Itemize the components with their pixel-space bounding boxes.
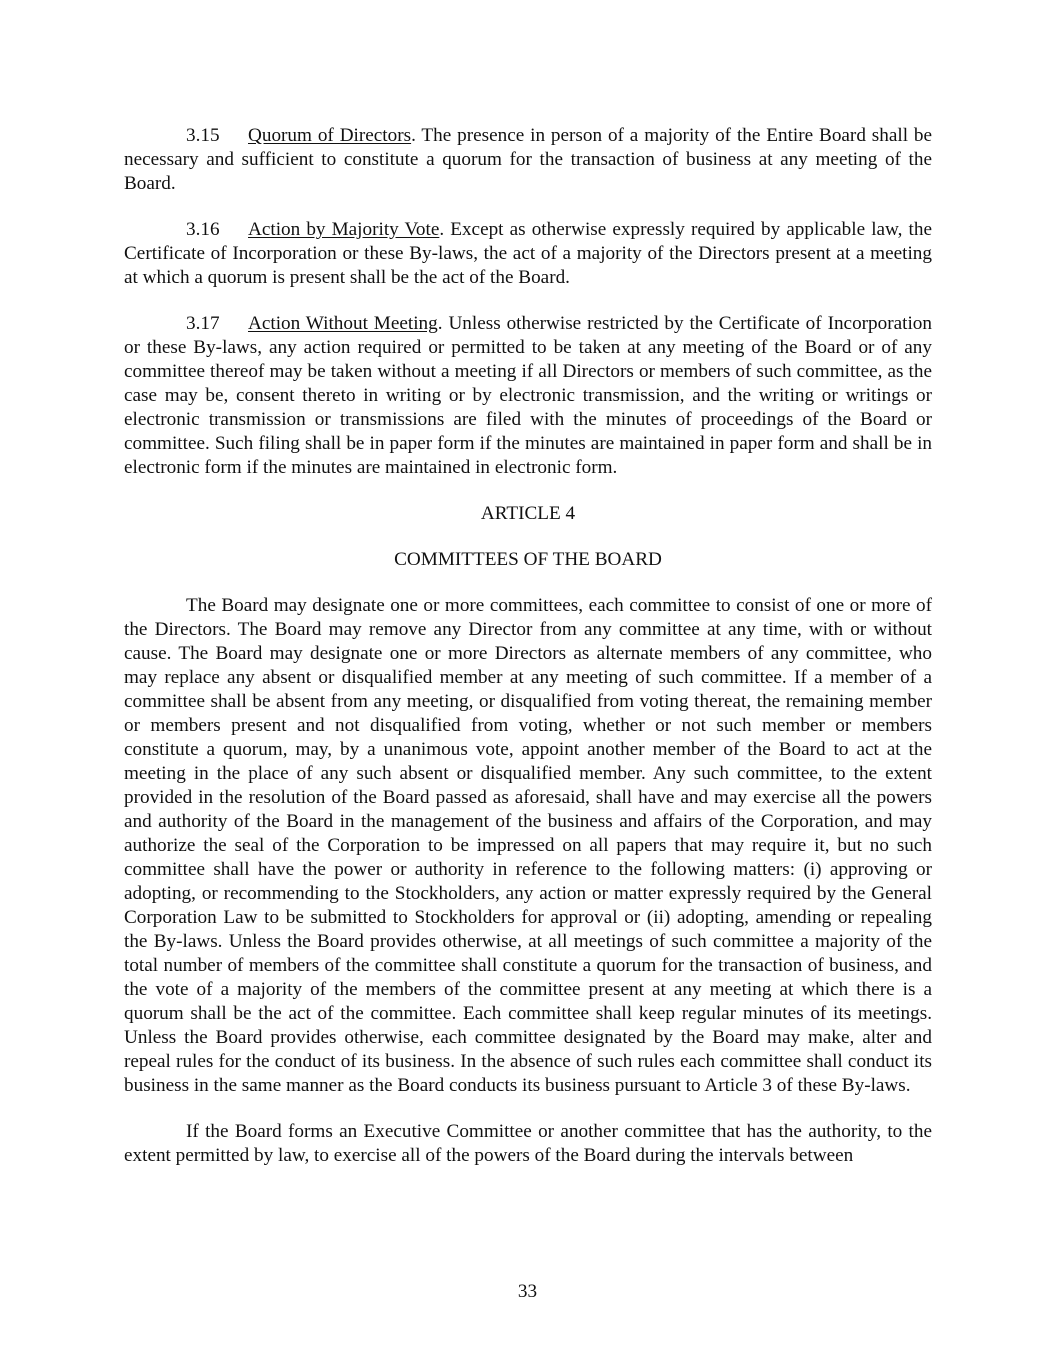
section-3-16: [124, 218, 932, 290]
section-3-17: [124, 312, 932, 480]
article-subtitle: COMMITTEES OF THE BOARD: [394, 549, 662, 570]
section-body: . Except as otherwise expressly required by applicable law, the Certificate of Incorporation or these By-laws, the act of a majority of the Directors present at a meeting at which a quorum is present shall be the act of the Board.: [124, 219, 932, 288]
page-number: 33: [517, 1281, 538, 1302]
section-number: 3.17: [186, 313, 220, 334]
document-page: [124, 124, 932, 1190]
executive-committee-paragraph: If the Board forms an Executive Committee or another committee that has the authority, to the extent permitted by law, to exercise all of the powers of the Board during the intervals between: [124, 1121, 932, 1166]
section-number: 3.16: [186, 219, 220, 240]
committees-paragraph: The Board may designate one or more committees, each committee to consist of one or more of the Directors. The Board may remove any Director from any committee at any time, with or without cause. The Board may designate one or more Directors as alternate members of any committee, who may replace any absent or disqualified member at any meeting of such committee. If a member of a committee shall be absent from any meeting, or disqualified from voting thereat, the remaining member or members present and not disqualified from voting, whether or not such member or members constitute a quorum, may, by a unanimous vote, appoint another member of the Board to act at the meeting in the place of any such absent or disqualified member. Any such committee, to the extent provided in the resolution of the Board passed as aforesaid, shall have and may exercise all the powers and authority of the Board in the management of the business and affairs of the Corporation, and may authorize the seal of the Corporation to be impressed on all papers that may require it, but no such committee shall have the power or authority in reference to the following matters: (i) approving or adopting, or recommending to the Stockholders, any action or matter expressly required by the General Corporation Law to be submitted to Stockholders for approval or (ii) adopting, amending or repealing the By-laws. Unless the Board provides otherwise, at all meetings of such committee a majority of the total number of members of the committee shall constitute a quorum for the transaction of business, and the vote of a majority of the members of the committee present at any meeting at which there is a quorum shall be the act of the committee. Each committee shall keep regular minutes of its meetings. Unless the Board provides otherwise, each committee designated by the Board may make, alter and repeal rules for the conduct of its business. In the absence of such rules each committee shall conduct its business in the same manner as the Board conducts its business pursuant to Article 3 of these By-laws.: [124, 595, 932, 1096]
section-heading: Action Without Meeting: [248, 313, 438, 334]
section-body: . Unless otherwise restricted by the Certificate of Incorporation or these By-laws, any action required or permitted to be taken at any meeting of the Board or of any committee thereof may be taken without a meeting if all Directors or members of such committee, as the case may be, consent thereto in writing or by electronic transmission, and the writing or writings or electronic transmission or transmissions are filed with the minutes of proceedings of the Board or committee. Such filing shall be in paper form if the minutes are maintained in paper form and shall be in electronic form if the minutes are maintained in electronic form.: [124, 313, 932, 478]
section-heading: Action by Majority Vote: [248, 219, 440, 240]
section-number: 3.15: [186, 125, 220, 146]
section-body: . The presence in person of a majority of the Entire Board shall be necessary and sufficient to constitute a quorum for the transaction of business at any meeting of the Board.: [124, 125, 933, 194]
section-heading: Quorum of Directors: [248, 125, 412, 146]
section-3-15: [124, 124, 932, 196]
article-title: ARTICLE 4: [480, 503, 576, 524]
